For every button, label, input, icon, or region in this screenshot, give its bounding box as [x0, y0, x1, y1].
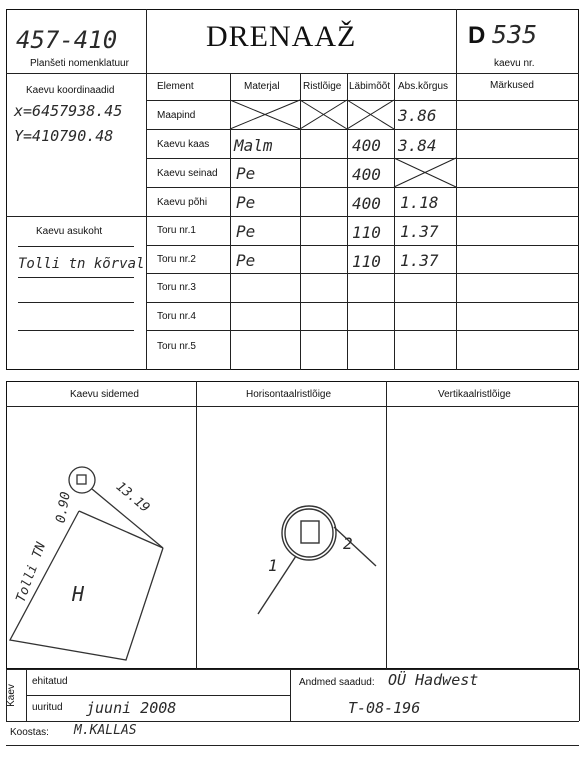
cell-materjal: Pe [236, 251, 256, 270]
sketch-col2-label: Horisontaalristlõige [246, 389, 332, 400]
house-label: H [72, 582, 85, 606]
col-header-materjal: Materjal [244, 81, 280, 92]
surveyed-label: uuritud [32, 702, 63, 713]
page-title: DRENAAŽ [206, 20, 357, 53]
coord-x: x=6457938.45 [14, 102, 123, 120]
row-label: Toru nr.5 [157, 341, 196, 352]
col-header-element: Element [157, 81, 194, 92]
row-label: Kaevu põhi [157, 197, 208, 208]
divider [290, 669, 291, 721]
row-label: Toru nr.3 [157, 282, 196, 293]
sketch-col3-label: Vertikaalristlõige [438, 389, 511, 400]
cell-materjal: Pe [236, 193, 256, 212]
coord-y: Y=410790.48 [14, 127, 114, 145]
row-label: Toru nr.4 [157, 311, 196, 322]
compiled-value: M.KALLAS [74, 723, 137, 738]
dim-label-2: 0.90 [53, 490, 74, 525]
col-header-abs: Abs.kõrgus [398, 81, 449, 92]
cell-abs: 3.86 [398, 106, 437, 125]
cell-materjal: Malm [234, 136, 273, 155]
crossed-cells [230, 100, 456, 187]
col-header-ristloige: Ristlõige [303, 81, 342, 92]
kaev-label: Kaev [5, 684, 17, 707]
cell-labimoot: 400 [352, 136, 381, 155]
row-label: Maapind [157, 110, 196, 121]
data-from-label: Andmed saadud: [299, 677, 375, 688]
cell-labimoot: 400 [352, 194, 381, 213]
divider [6, 669, 579, 670]
dim-label-1: 13.19 [112, 479, 153, 516]
built-label: ehitatud [32, 676, 68, 687]
well-prefix: D [468, 22, 486, 49]
pipe-2-label: 2 [343, 534, 353, 553]
compiled-label: Koostas: [10, 727, 49, 738]
sheet-label: Planšeti nomenklatuur [30, 58, 129, 69]
sketch-col1-label: Kaevu sidemed [70, 389, 139, 400]
row-label: Toru nr.2 [157, 254, 196, 265]
well-label: kaevu nr. [494, 58, 535, 69]
cell-materjal: Pe [236, 222, 256, 241]
cell-abs: 1.18 [400, 193, 439, 212]
sheet-number: 457-410 [16, 26, 118, 54]
divider [6, 721, 579, 722]
data-from-value: OÜ Hadwest [388, 671, 479, 689]
row-label: Toru nr.1 [157, 225, 196, 236]
cell-labimoot: 110 [352, 223, 381, 242]
divider [579, 669, 580, 721]
cell-labimoot: 400 [352, 165, 381, 184]
cell-labimoot: 110 [352, 252, 381, 271]
surveyed-value: juuni 2008 [86, 699, 177, 717]
divider [6, 745, 579, 746]
street-label: Tolli TN [13, 540, 50, 605]
col-header-markused: Märkused [490, 80, 534, 91]
well-number: 535 [492, 20, 538, 49]
cell-abs: 1.37 [400, 222, 439, 241]
row-label: Kaevu kaas [157, 139, 210, 150]
location-label: Kaevu asukoht [36, 226, 103, 237]
row-label: Kaevu seinad [157, 168, 218, 179]
coords-label: Kaevu koordinaadid [26, 85, 115, 96]
job-number: T-08-196 [348, 699, 421, 717]
divider [26, 695, 290, 696]
col-header-labimoot: Läbimõõt [349, 81, 391, 92]
pipe-1-label: 1 [268, 556, 278, 575]
cell-materjal: Pe [236, 164, 256, 183]
cell-abs: 1.37 [400, 251, 439, 270]
location-value: Tolli tn kõrval [18, 256, 145, 272]
cell-abs: 3.84 [398, 136, 437, 155]
